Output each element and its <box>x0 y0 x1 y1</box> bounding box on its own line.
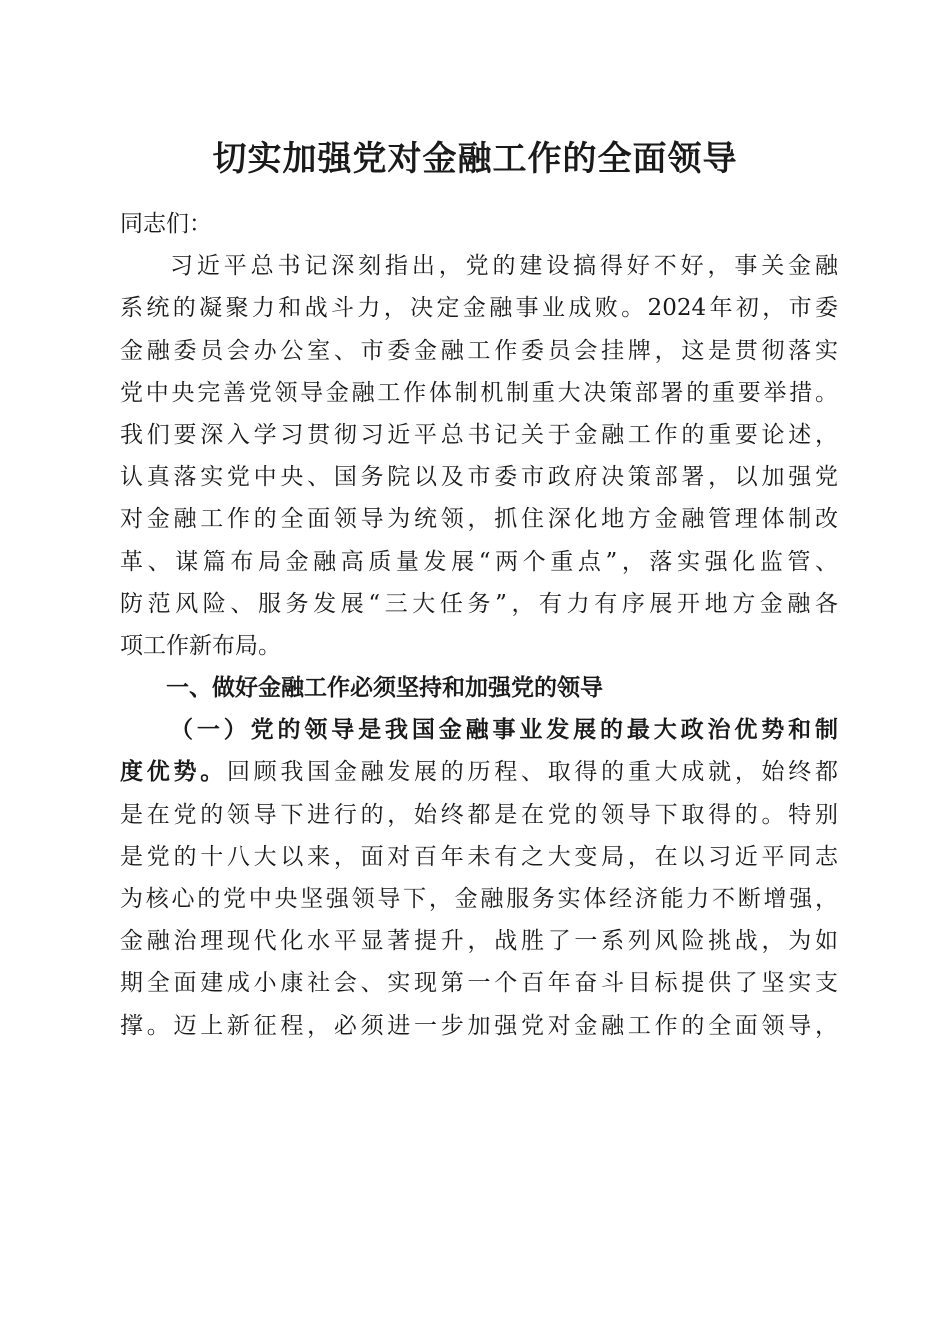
paragraph-line <box>120 751 838 793</box>
document-title: 切实加强党对金融工作的全面领导 <box>212 139 738 179</box>
paragraph-line: 为核心的党中央坚强领导下，金融服务实体经济能力不断增强， <box>120 886 838 912</box>
document-body <box>120 203 838 1047</box>
paragraph-1 <box>120 245 838 667</box>
paragraph-lead-end: 度优势。 <box>120 758 227 786</box>
section-heading: 一、做好金融工作必须坚持和加强党的领导 <box>166 675 603 702</box>
paragraph-line: 防范风险、服务发展“三大任务”，有力有序展开地方金融各 <box>120 590 838 617</box>
paragraph-line: 撑。迈上新征程，必须进一步加强党对金融工作的全面领导， <box>120 1012 838 1039</box>
paragraph-line: 党中央完善党领导金融工作体制机制重大决策部署的重要举措。 <box>120 379 838 406</box>
paragraph-line: 是党的十八大以来，面对百年未有之大变局，在以习近平同志 <box>120 843 838 870</box>
paragraph-line: 我们要深入学习贯彻习近平总书记关于金融工作的重要论述， <box>120 421 838 448</box>
paragraph-line: 习近平总书记深刻指出，党的建设搞得好不好，事关金融 <box>170 253 838 280</box>
paragraph-line: 革、谋篇布局金融高质量发展“两个重点”，落实强化监管、 <box>120 548 838 575</box>
paragraph-line: 对金融工作的全面领导为统领，抓住深化地方金融管理体制改 <box>120 506 838 533</box>
paragraph-lead-line: （一）党的领导是我国金融事业发展的最大政治优势和制 <box>170 716 838 744</box>
salutation: 同志们： <box>120 211 212 237</box>
paragraph-line: 金融委员会办公室、市委金融工作委员会挂牌，这是贯彻落实 <box>120 337 838 364</box>
paragraph-line: 是在党的领导下进行的，始终都是在党的领导下取得的。特别 <box>120 801 838 828</box>
paragraph-line: 项工作新布局。 <box>120 632 281 659</box>
paragraph-line: 金融治理现代化水平显著提升，战胜了一系列风险挑战，为如 <box>120 928 838 955</box>
paragraph-line: 认真落实党中央、国务院以及市委市政府决策部署，以加强党 <box>120 464 838 491</box>
paragraph-line-rest: 回顾我国金融发展的历程、取得的重大成就，始终都 <box>226 759 839 786</box>
paragraph-line: 系统的凝聚力和战斗力，决定金融事业成败。2024年初，市委 <box>120 295 838 322</box>
paragraph-line: 期全面建成小康社会、实现第一个百年奋斗目标提供了坚实支 <box>120 970 838 997</box>
paragraph-2 <box>120 709 838 1047</box>
